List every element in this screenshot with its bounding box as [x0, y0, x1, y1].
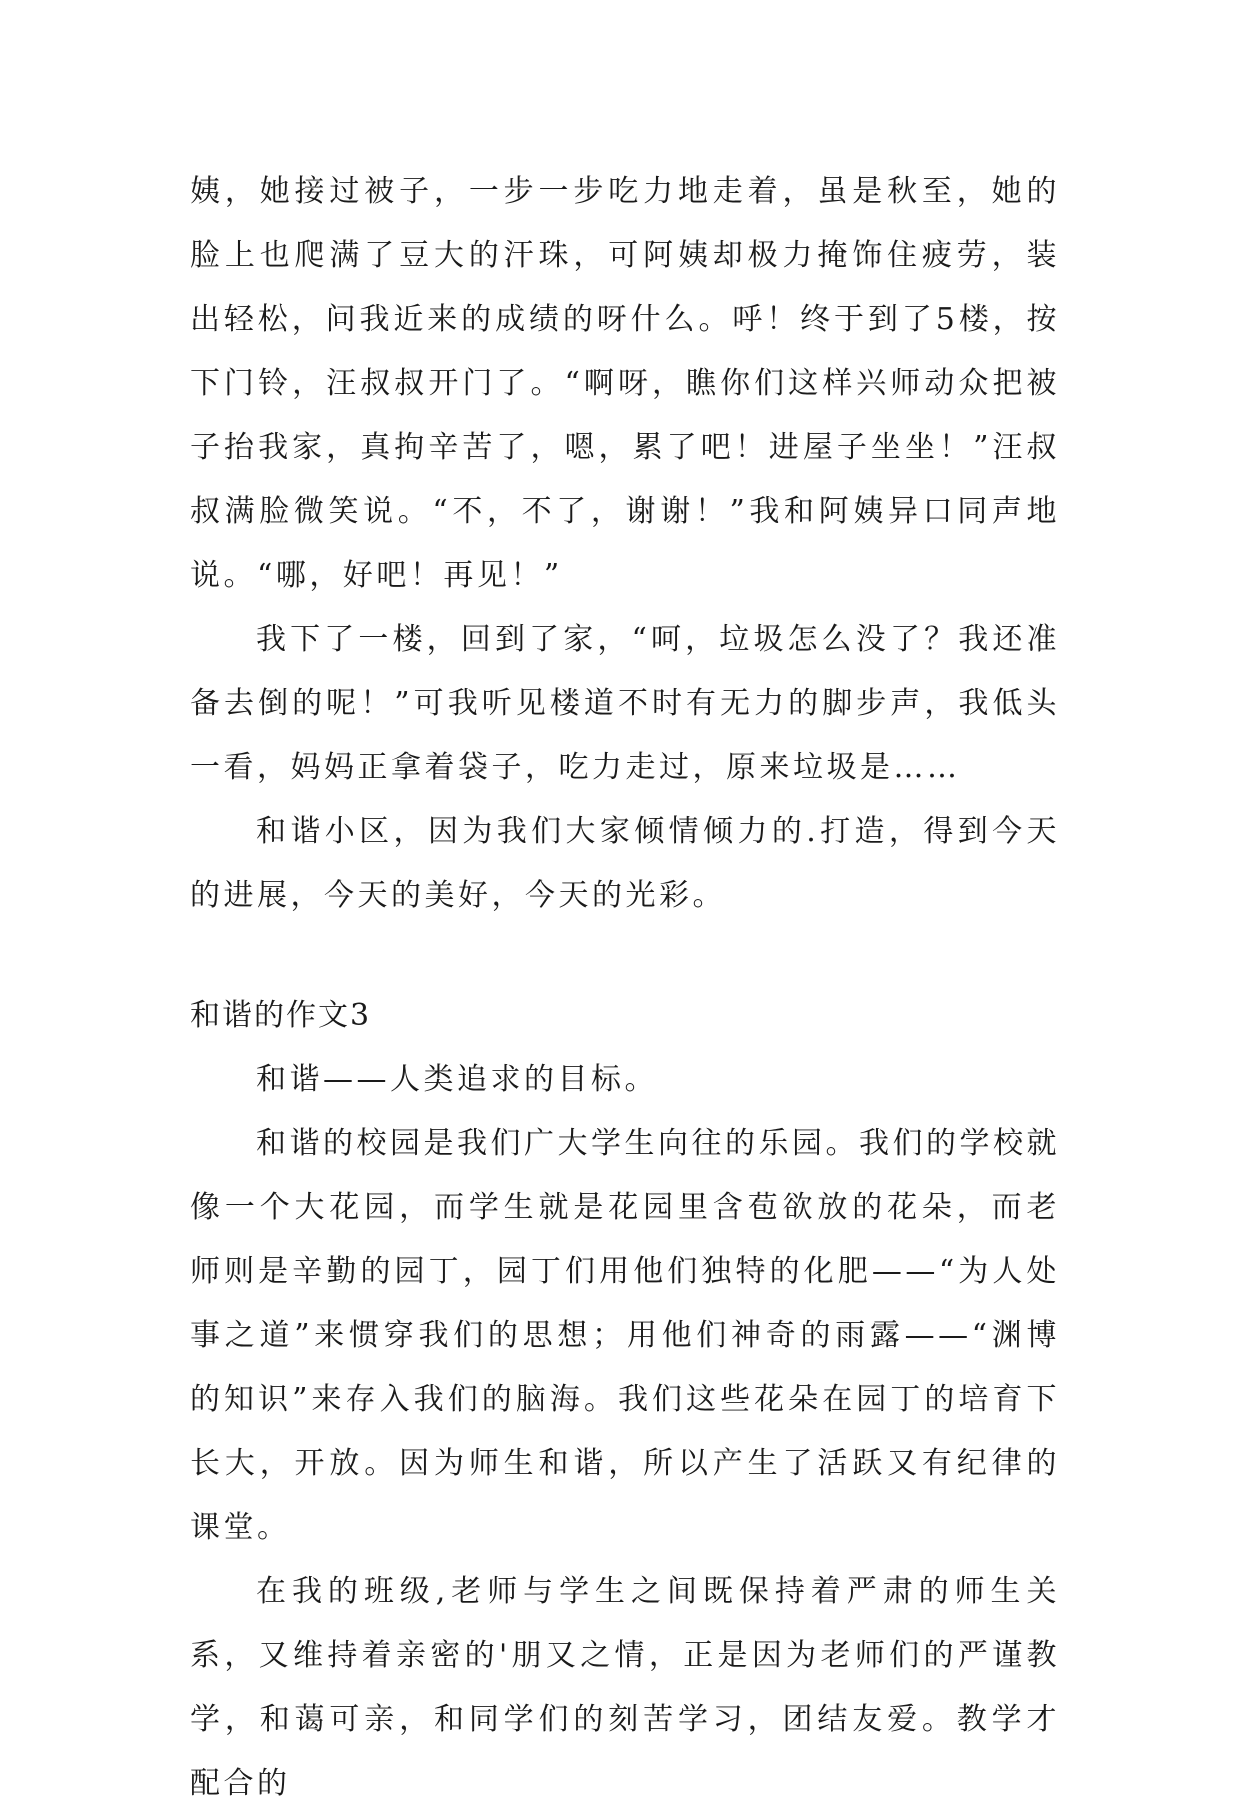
essay2-paragraph-2: 我下了一楼，回到了家，“呵，垃圾怎么没了？我还准备去倒的呢！”可我听见楼道不时有无力的脚步声，我低头一看，妈妈正拿着袋子，吃力走过，原来垃圾是…… [190, 622, 1060, 785]
essay3-paragraph-2: 和谐的校园是我们广大学生向往的乐园。我们的学校就像一个大花园，而学生就是花园里含苞欲放的花朵，而老师则是辛勤的园丁，园丁们用他们独特的化肥——“为人处事之道”来惯穿我们的思想；用他们神奇的雨露——“渊博的知识”来存入我们的脑海。我们这些花朵在园丁的培育下长大，开放。因为师生和谐，所以产生了活跃又有纪律的课堂。 [190, 1126, 1060, 1545]
essay2-paragraph-3: 和谐小区，因为我们大家倾情倾力的.打造，得到今天的进展，今天的美好，今天的光彩。 [190, 814, 1060, 913]
document-body [190, 160, 1060, 1816]
essay3-title: 和谐的作文3 [190, 998, 372, 1033]
essay3-paragraph-3: 在我的班级,老师与学生之间既保持着严肃的师生关系，又维持着亲密的'朋又之情，正是因为老师们的严谨教学，和蔼可亲，和同学们的刻苦学习，团结友爱。教学才配合的 [190, 1574, 1060, 1801]
essay3-paragraph-1: 和谐——人类追求的目标。 [256, 1062, 658, 1097]
essay2-paragraph-1: 姨，她接过被子，一步一步吃力地走着，虽是秋至，她的脸上也爬满了豆大的汗珠，可阿姨却极力掩饰住疲劳，装出轻松，问我近来的成绩的呀什么。呼！终于到了5楼，按下门铃，汪叔叔开门了。“啊呀，瞧你们这样兴师动众把被子抬我家，真拘辛苦了，嗯，累了吧！进屋子坐坐！”汪叔叔满脸微笑说。“不，不了，谢谢！”我和阿姨异口同声地说。“哪，好吧！再见！” [190, 174, 1060, 593]
